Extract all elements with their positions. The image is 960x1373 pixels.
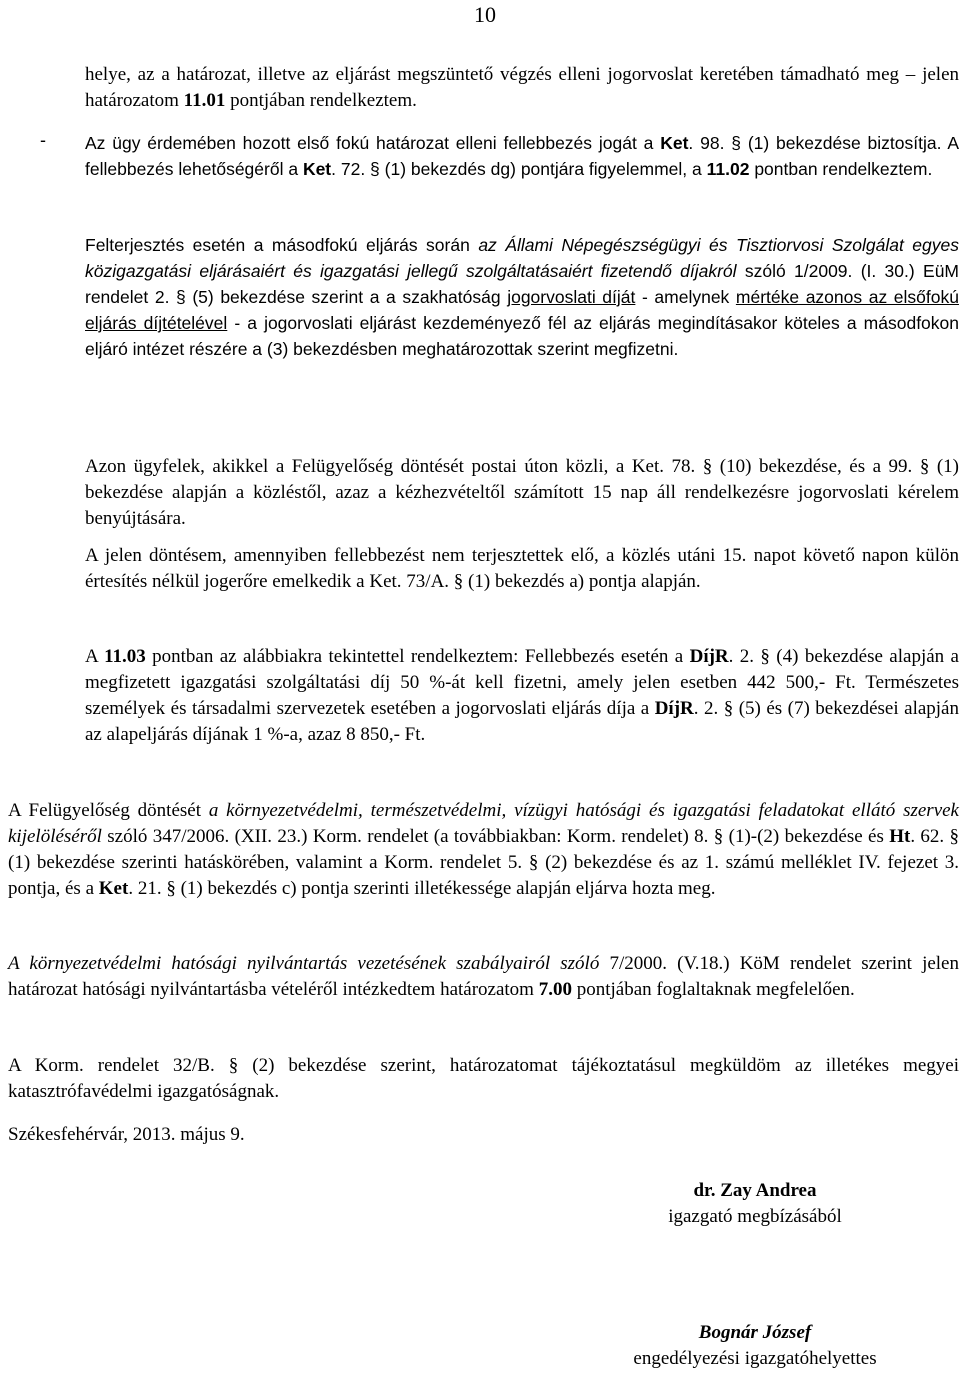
paragraph-jurisdiction: A Felügyelőség döntését a környezetvédelmi, természetvédelmi, vízügyi hatósági és igazgatási feladatokat ellátó szervek kijelöléséről szóló 347/2006. (XII. 23.) Korm. rendelet (a továbbiakban: Korm. rendelet) 8. § (1)-(2) bekezdése és Ht. 62. § (1) bekezdése szerinti hatáskörében, valamint a Korm. rendelet 5. § (2) bekezdése és az 1. számú melléklet IV. fejezet 3. pontja, és a Ket. 21. § (1) bekezdés c) pontja szerinti illetékessége alapján eljárva hozta meg. [8,800,960,899]
paragraph-appeal-right: Az ügy érdemében hozott első fokú határozat elleni fellebbezés jogát a Ket. 98. § (1) bekezdése biztosítja. A fellebbezés lehetőségéről a Ket. 72. § (1) bekezdés dg) pontjára figyelemmel, a 11.02 pontban rendelkeztem. [85,133,959,179]
paragraph-fee: A 11.03 pontban az alábbiakra tekintettel rendelkeztem: Fellebbezés esetén a DíjR. 2. § (4) bekezdése alapján a megfizetett igazgatási szolgáltatási díj 50 %-át kell fizetni, amely jelen esetben 442 500,- Ft. Természetes személyek és társadalmi szervezetek esetében a jogorvoslati eljárás díja a DíjR. 2. § (5) és (7) bekezdései alapján az alapeljárás díjának 1 %-a, azaz 8 850,- Ft. [85,646,959,745]
signer-name: dr. Zay Andrea [693,1180,817,1201]
paragraph-notification: A Korm. rendelet 32/B. § (2) bekezdése szerint, határozatomat tájékoztatásul megküldöm az illetékes megyei katasztrófavédelmi igazgatóságnak. [8,1055,959,1102]
signer-title: engedélyezési igazgatóhelyettes [633,1348,877,1369]
signer-title: igazgató megbízásából [668,1206,842,1227]
signature-block-2 [585,1320,925,1372]
section-ref: 11.01 [183,90,226,111]
paragraph-referral: Felterjesztés esetén a másodfokú eljárás során az Állami Népegészségügyi és Tisztiorvosi Szolgálat egyes közigazgatási eljárásaiért és igazgatási jellegű szolgáltatásaiért fizetendő díjakról szóló 1/2009. (I. 30.) EüM rendelet 2. § (5) bekezdése szerint a a szakhatóság jogorvoslati díját - amelynek mértéke azonos az elsőfokú eljárás díjtételével - a jogorvoslati eljárást kezdeményező fél az eljárás megindításakor köteles a másodfokon eljáró intézet részére a (3) bekezdésben meghatározottak szerint megfizetni. [85,235,960,359]
paragraph-finality: A jelen döntésem, amennyiben fellebbezést nem terjesztettek elő, a közlés utáni 15. napot követő napon külön értesítés nélkül jogerőre emelkedik a Ket. 73/A. § (1) bekezdés a) pontja alapján. [85,545,959,592]
list-dash: - [40,130,46,150]
paragraph-postal-delivery: Azon ügyfelek, akikkel a Felügyelőség döntését postai úton közli, a Ket. 78. § (10) bekezdése, és a 99. § (1) bekezdése alapján a közléstől, azaz a kézhezvételtől számított 15 nap áll rendelkezésre jogorvoslati kérelem benyújtására. [85,456,959,529]
place-and-date: Székesfehérvár, 2013. május 9. [8,1124,245,1145]
page-number: 10 [474,2,496,27]
signer-name: Bognár József [698,1322,812,1343]
signature-block-1 [585,1178,925,1230]
paragraph-remedy-place: helye, az a határozat, illetve az eljárást megszüntető végzés elleni jogorvoslat keretében támadható meg – jelen határozatom 11.01 pontjában rendelkeztem. [85,64,959,111]
paragraph-registry: A környezetvédelmi hatósági nyilvántartás vezetésének szabályairól szóló 7/2000. (V.18.) KöM rendelet szerint jelen határozat hatósági nyilvántartásba vételéről intézkedtem határozatom 7.00 pontjában foglaltaknak megfelelően. [8,953,959,1000]
